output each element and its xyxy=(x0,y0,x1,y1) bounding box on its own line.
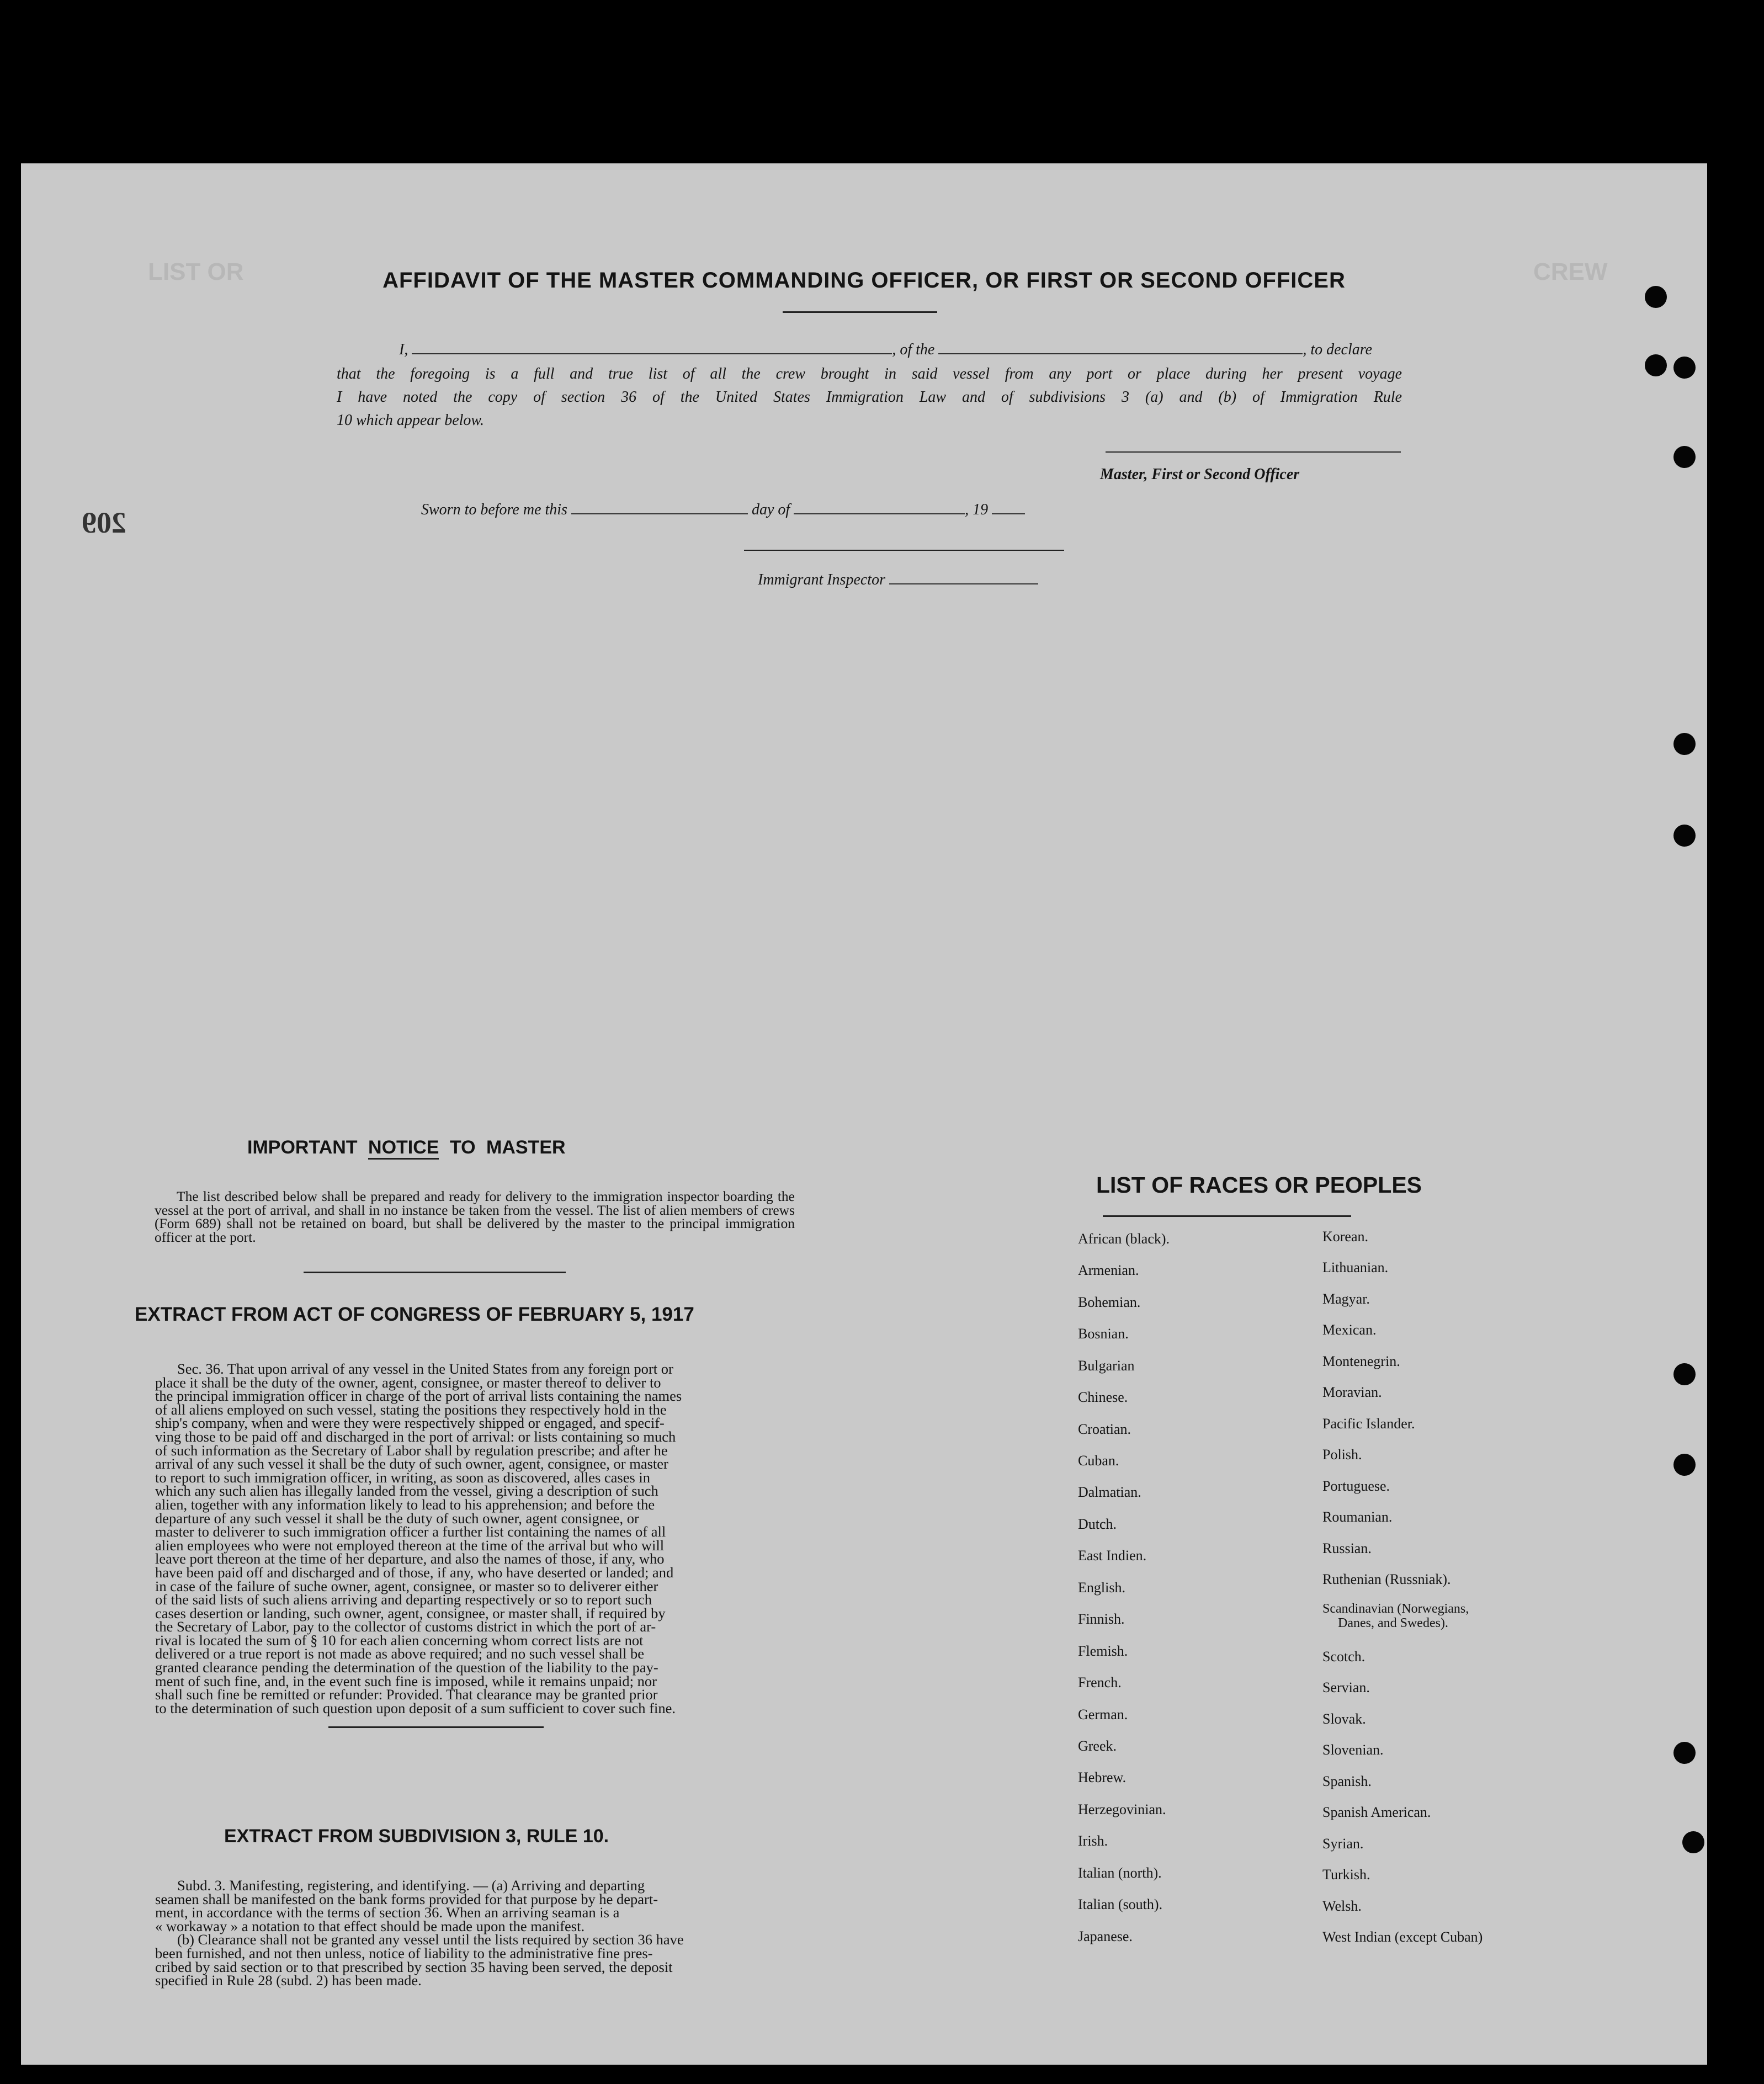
binder-hole xyxy=(1673,1363,1696,1385)
binder-hole xyxy=(1673,825,1696,847)
act-extract-title: EXTRACT FROM ACT OF CONGRESS OF FEBRUARY 5, 1917 xyxy=(135,1304,694,1325)
race-item: Dalmatian. xyxy=(1078,1484,1141,1500)
race-item: Armenian. xyxy=(1078,1262,1139,1278)
rule-line-2: seamen shall be manifested on the bank forms provided for that purpose by he depart- xyxy=(155,1890,658,1907)
notice-text: The list described below shall be prepared and ready for delivery to the immigration inspector boarding the vessel at the port of arrival, and shall in no instance be taken from the vessel. The list of alien members of crews (Form 689) shall not be retained on board, but shall be delivered by the master to the principal immigration officer at the port. xyxy=(155,1188,795,1245)
race-item: Russian. xyxy=(1322,1540,1372,1556)
ghost-header-right: CREW xyxy=(1533,258,1608,285)
sworn-month-field[interactable] xyxy=(794,513,965,514)
rule-line-6: been furnished, and not then unless, notice of liability to the administrative fine pres- xyxy=(155,1944,653,1961)
act-line-5: ship's company, when and were they were respectively shipped or engaged, and specif- xyxy=(155,1415,665,1432)
race-item: Dutch. xyxy=(1078,1516,1117,1532)
page-number: 209 xyxy=(82,506,126,539)
race-item: Lithuanian. xyxy=(1322,1259,1389,1275)
declaration-line-3: I have noted the copy of section 36 of the United States Immigration Law and of subdivisions 3 (a) and (b) of Immigration Rule xyxy=(337,389,1402,406)
race-item: Slovak. xyxy=(1322,1711,1366,1727)
race-item: Japanese. xyxy=(1078,1928,1133,1944)
race-item: Polish. xyxy=(1322,1447,1362,1463)
inspector-field[interactable] xyxy=(889,583,1038,584)
name-field[interactable] xyxy=(412,353,892,354)
sworn-label: Sworn to before me this xyxy=(421,501,567,518)
race-item: English. xyxy=(1078,1580,1125,1596)
rule-line-7: cribed by said section or to that prescribed by section 35 having been served, the deposit xyxy=(155,1958,673,1975)
notice-divider xyxy=(304,1272,566,1273)
race-item: Scandinavian (Norwegians, xyxy=(1322,1602,1469,1616)
day-of-label: day of xyxy=(751,501,790,518)
act-line-15: leave port thereon at the time of her departure, and also the names of those, if any, who xyxy=(155,1550,665,1567)
race-item: Pacific Islander. xyxy=(1322,1416,1415,1432)
act-line-1: Sec. 36. That upon arrival of any vessel in the United States from any foreign port or xyxy=(177,1360,673,1377)
act-divider xyxy=(328,1726,544,1728)
binder-hole xyxy=(1682,1831,1704,1853)
signature-line[interactable] xyxy=(1106,451,1401,453)
of-the-label: , of the xyxy=(892,341,935,358)
notice-title-word-1: IMPORTANT xyxy=(247,1137,358,1158)
title-divider xyxy=(783,311,937,313)
sworn-day-field[interactable] xyxy=(571,513,748,514)
race-item: Servian. xyxy=(1322,1679,1370,1695)
act-line-23: granted clearance pending the determination of the question of the liability to the pay- xyxy=(155,1659,658,1676)
race-item: Korean. xyxy=(1322,1229,1369,1245)
rule-extract-title: EXTRACT FROM SUBDIVISION 3, RULE 10. xyxy=(224,1826,609,1847)
rule-line-8: specified in Rule 28 (subd. 2) has been made. xyxy=(155,1972,422,1989)
act-line-6: ving those to be paid off and discharged in the port of arrival: or lists containing so much xyxy=(155,1428,676,1445)
race-item: Slovenian. xyxy=(1322,1742,1384,1758)
notice-title-word-3: TO xyxy=(449,1137,476,1158)
race-item: Turkish. xyxy=(1322,1867,1370,1883)
act-line-11: alien, together with any information likely to lead to his apprehension; and before the xyxy=(155,1496,655,1513)
binder-hole xyxy=(1673,446,1696,468)
race-item: Moravian. xyxy=(1322,1384,1382,1400)
act-line-24: ment of such fine, and, in the event such fine is imposed, while it remains unpaid; nor xyxy=(155,1672,657,1689)
declaration-line-2: that the foregoing is a full and true list of all the crew brought in said vessel from any port or place during her present voyage xyxy=(337,365,1402,382)
sworn-line xyxy=(421,499,1025,521)
act-line-9: to report to such immigration officer, in writing, as soon as discovered, alles cases in xyxy=(155,1469,651,1486)
act-line-19: cases desertion or landing, such owner, agent, consignee, or master shall, if required by xyxy=(155,1604,666,1622)
rule-line-3: ment, in accordance with the terms of section 36. When an arriving seaman is a xyxy=(155,1904,620,1921)
race-item: Greek. xyxy=(1078,1738,1117,1754)
act-line-20: the Secretary of Labor, pay to the collector of customs district in which the port of ar- xyxy=(155,1618,656,1635)
race-item: Italian (south). xyxy=(1078,1896,1163,1912)
race-item: Cuban. xyxy=(1078,1453,1119,1469)
act-line-14: alien employees who were not employed thereon at the time of the arrival but who will xyxy=(155,1537,665,1554)
race-item: West Indian (except Cuban) xyxy=(1322,1929,1483,1945)
binder-hole xyxy=(1645,286,1667,308)
act-line-17: in case of the failure of suche owner, agent, consignee, or master so to deliverer either xyxy=(155,1577,658,1594)
binder-hole xyxy=(1673,1742,1696,1764)
race-item: Flemish. xyxy=(1078,1643,1128,1659)
race-item: Finnish. xyxy=(1078,1611,1125,1627)
race-item: Chinese. xyxy=(1078,1389,1128,1405)
race-item: Portuguese. xyxy=(1322,1478,1390,1494)
race-item: Croatian. xyxy=(1078,1421,1131,1437)
race-item-continued: Danes, and Swedes). xyxy=(1338,1616,1448,1630)
rule-line-5: (b) Clearance shall not be granted any vessel until the lists required by section 36 have xyxy=(177,1931,684,1948)
to-declare-label: , to declare xyxy=(1303,341,1373,358)
rule-line-1: Subd. 3. Manifesting, registering, and identifying. — (a) Arriving and departing xyxy=(177,1877,645,1894)
act-line-12: departure of any such vessel it shall be the duty of such owner, agent consignee, or xyxy=(155,1509,639,1527)
act-line-18: of the said lists of such aliens arriving and departing respectively or so to report such xyxy=(155,1591,652,1608)
notice-title-word-2: NOTICE xyxy=(368,1137,439,1160)
race-item: Hebrew. xyxy=(1078,1769,1127,1785)
act-line-22: delivered or a true report is not made as above required; and no such vessel shall be xyxy=(155,1645,644,1662)
declaration-line-1 xyxy=(399,339,1372,361)
race-item: Herzegovinian. xyxy=(1078,1801,1166,1817)
document-sheet xyxy=(21,163,1707,2065)
year-label: , 19 xyxy=(965,501,989,518)
act-line-10: which any such alien has illegally landed from the vessel, giving a description of such xyxy=(155,1482,658,1500)
race-item: Ruthenian (Russniak). xyxy=(1322,1571,1451,1587)
rule-extract-body xyxy=(155,1879,796,1987)
inspector-label: Immigrant Inspector xyxy=(758,571,885,588)
act-line-16: have been paid off and discharged and of those, if any, who have deserted or landed; and xyxy=(155,1564,674,1581)
act-line-8: arrival of any such vessel it shall be the duty of such owner, agent, consignee, or master xyxy=(155,1455,668,1472)
binder-hole xyxy=(1673,1454,1696,1476)
act-line-21: rival is located the sum of § 10 for each alien concerning whom correct lists are not xyxy=(155,1631,644,1649)
act-line-25: shall such fine be remitted or refunder: Provided. That clearance may be granted prior xyxy=(155,1686,658,1703)
race-item: Bohemian. xyxy=(1078,1294,1141,1310)
race-item: Syrian. xyxy=(1322,1836,1364,1852)
race-item: German. xyxy=(1078,1706,1128,1723)
affidavit-title: AFFIDAVIT OF THE MASTER COMMANDING OFFICER, OR FIRST OR SECOND OFFICER xyxy=(382,268,1346,293)
sworn-year-field[interactable] xyxy=(992,513,1025,514)
races-title: LIST OF RACES OR PEOPLES xyxy=(1096,1172,1422,1198)
race-item: Bulgarian xyxy=(1078,1358,1135,1374)
race-item: Spanish American. xyxy=(1322,1804,1431,1820)
binder-hole xyxy=(1645,354,1667,376)
notice-title xyxy=(247,1137,566,1158)
race-item: Irish. xyxy=(1078,1833,1108,1849)
binder-hole xyxy=(1673,733,1696,755)
act-line-26: to the determination of such question upon deposit of a sum sufficient to cover such fine. xyxy=(155,1699,676,1716)
signature-label: Master, First or Second Officer xyxy=(1100,466,1300,483)
races-divider xyxy=(1103,1215,1351,1217)
race-item: Magyar. xyxy=(1322,1291,1370,1307)
race-item: East Indien. xyxy=(1078,1548,1147,1564)
race-item: Scotch. xyxy=(1322,1649,1365,1665)
vessel-field[interactable] xyxy=(938,353,1303,354)
race-item: Roumanian. xyxy=(1322,1509,1393,1525)
act-extract-body xyxy=(155,1362,796,1715)
race-item: French. xyxy=(1078,1674,1122,1690)
rule-line-4: « workaway » a notation to that effect should be made upon the manifest. xyxy=(155,1917,585,1934)
race-item: African (black). xyxy=(1078,1231,1170,1247)
race-item: Italian (north). xyxy=(1078,1865,1162,1881)
race-item: Bosnian. xyxy=(1078,1326,1129,1342)
race-item: Spanish. xyxy=(1322,1773,1372,1789)
ghost-header-left: LIST OR xyxy=(148,258,244,285)
inspector-line xyxy=(758,569,1038,591)
act-line-2: place it shall be the duty of the owner, agent, consignee, or master thereof to deliver to xyxy=(155,1374,661,1391)
act-line-13: master to deliverer to such immigration officer a further list containing the names of all xyxy=(155,1523,666,1540)
i-label: I, xyxy=(399,341,408,358)
race-item: Welsh. xyxy=(1322,1898,1362,1914)
act-line-4: of all aliens employed on such vessel, stating the positions they respectively hold in the xyxy=(155,1401,667,1418)
act-line-7: of such information as the Secretary of Labor shall by regulation prescribe; and after he xyxy=(155,1442,668,1459)
act-line-3: the principal immigration officer in charge of the port of arrival lists containing the names xyxy=(155,1387,682,1405)
notice-title-word-4: MASTER xyxy=(486,1137,566,1158)
race-item: Mexican. xyxy=(1322,1322,1377,1338)
declaration-line-4: 10 which appear below. xyxy=(337,412,485,429)
inspector-signature-line[interactable] xyxy=(744,550,1064,551)
race-item: Montenegrin. xyxy=(1322,1353,1400,1369)
binder-hole xyxy=(1673,357,1696,379)
